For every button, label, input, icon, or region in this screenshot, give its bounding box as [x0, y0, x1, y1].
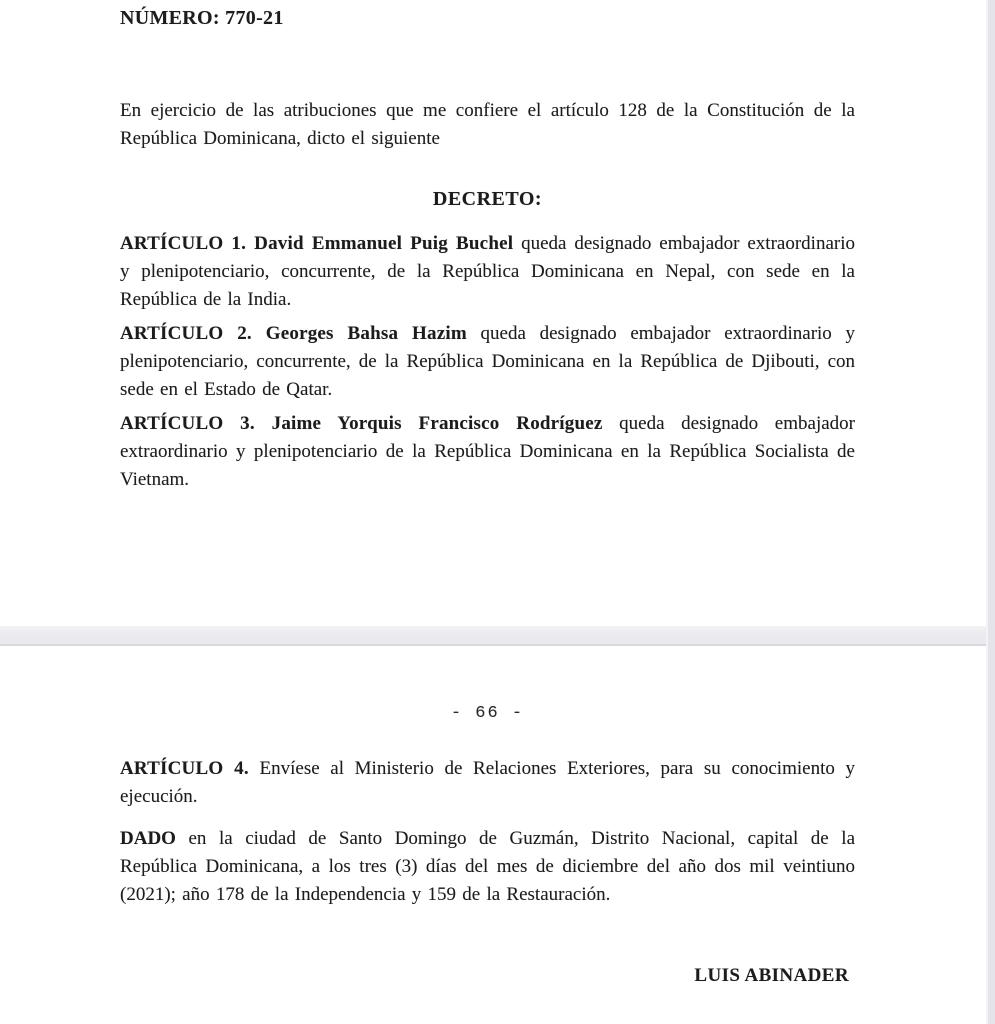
article-1-lead: ARTÍCULO 1. David Emmanuel Puig Buchel [120, 233, 514, 254]
article-2-lead: ARTÍCULO 2. Georges Bahsa Hazim [120, 323, 467, 344]
article-2-body: queda designado embajador extraordinario y plenipotenciario, concurrente, de la República Dominicana en la República de Djibouti, con sede en el Estado de Qatar. [120, 323, 855, 400]
article-3-body: queda designado embajador extraordinario y plenipotenciario de la República Dominicana en la República Socialista de Vietnam. [120, 413, 855, 490]
dado-lead: DADO [120, 828, 176, 849]
article-4-body: Envíese al Ministerio de Relaciones Exteriores, para su conocimiento y ejecución. [120, 758, 856, 807]
decree-heading: DECRETO: [432, 188, 543, 210]
article-4 [120, 755, 855, 811]
page-number: - 66 - [450, 704, 525, 723]
page-separator [0, 626, 995, 646]
signature-name: LUIS ABINADER [694, 965, 849, 986]
viewer-gutter [986, 0, 995, 1024]
page-2 [0, 700, 995, 1024]
intro-paragraph: En ejercicio de las atribuciones que me confiere el artículo 128 de la Constitución de la República Dominicana, dicto el siguiente [120, 100, 855, 149]
decree-number: NÚMERO: 770-21 [120, 7, 284, 29]
article-2 [120, 320, 855, 404]
article-3-lead: ARTÍCULO 3. Jaime Yorquis Francisco Rodríguez [120, 413, 603, 434]
article-3 [120, 410, 855, 494]
article-4-lead: ARTÍCULO 4. [120, 758, 249, 779]
article-1-body: queda designado embajador extraordinario y plenipotenciario, concurrente, de la República Dominicana en Nepal, con sede en la República de la India. [120, 233, 855, 310]
article-1 [120, 230, 855, 314]
dado-body: en la ciudad de Santo Domingo de Guzmán, Distrito Nacional, capital de la República Dominicana, a los tres (3) días del mes de diciembre del año dos mil veintiuno (2021); año 178 de la Independencia y 159 de la Restauración. [120, 828, 855, 905]
dado-paragraph [120, 825, 855, 909]
